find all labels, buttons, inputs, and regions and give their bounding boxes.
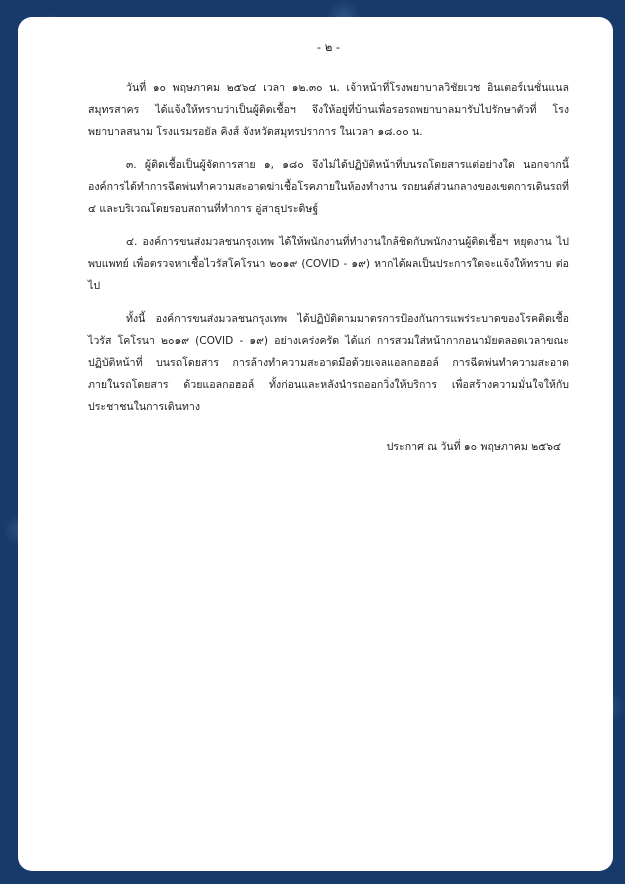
announcement-signoff: ประกาศ ณ วันที่ ๑๐ พฤษภาคม ๒๕๖๔ (386, 441, 561, 453)
paragraph-item-3 (88, 154, 569, 220)
paragraph-text: ทั้งนี้ องค์การขนส่งมวลชนกรุงเทพ ได้ปฏิบัติตามมาตรการป้องกันการแพร่ระบาดของโรคติดเชื้อไวรัส โคโรนา ๒๐๑๙ (COVID - ๑๙) อย่างเคร่งครัด ได้แก่ การสวมใส่หน้ากากอนามัยตลอดเวลาขณะปฏิบัติหน้าที่ บนรถโดยสาร การล้างทำความสะอาดมือด้วยเจลแอลกอฮอล์ การฉีดพ่นทำความสะอาดภายในรถโดยสาร ด้วยแอลกอฮอล์ ทั้งก่อนและหลังนำรถออกวิ่งให้บริการ เพื่อสร้างความมั่นใจให้กับประชาชนในการเดินทาง (88, 313, 569, 413)
document-page (18, 17, 613, 871)
paragraph-text: ๔. องค์การขนส่งมวลชนกรุงเทพ ได้ให้พนักงานที่ทำงานใกล้ชิดกับพนักงานผู้ติดเชื้อฯ หยุดงาน ไปพบแพทย์ เพื่อตรวจหาเชื้อไวรัสโคโรนา ๒๐๑๙ (COVID - ๑๙) หากได้ผลเป็นประการใดจะแจ้งให้ทราบ ต่อไป (88, 236, 569, 292)
paragraph-measures (88, 308, 569, 418)
paragraph-text: วันที่ ๑๐ พฤษภาคม ๒๕๖๔ เวลา ๑๒.๓๐ น. เจ้าหน้าที่โรงพยาบาลวิชัยเวช อินเตอร์เนชั่นแนล สมุทรสาคร ได้แจ้งให้ทราบว่าเป็นผู้ติดเชื้อฯ จึงให้อยู่ที่บ้านเพื่อรอรถพยาบาลมารับไปรักษาตัวที่ โรงพยาบาลสนาม โรงแรมรอยัล คิงส์ จังหวัดสมุทรปราการ ในเวลา ๑๘.๐๐ น. (88, 82, 569, 138)
page-number: - ๒ - (316, 40, 341, 54)
paragraph-date-notice (88, 77, 569, 143)
paragraph-item-4 (88, 231, 569, 297)
paragraph-text: ๓. ผู้ติดเชื้อเป็นผู้จัดการสาย ๑, ๑๘๐ จึงไม่ได้ปฏิบัติหน้าที่บนรถโดยสารแต่อย่างใด นอกจากนี้ องค์การได้ทำการฉีดพ่นทำความสะอาดฆ่าเชื้อโรคภายในห้องทำงาน รถยนต์ส่วนกลางของเขตการเดินรถที่ ๔ และบริเวณโดยรอบสถานที่ทำการ อู่สาธุประดิษฐ์ (88, 159, 569, 215)
